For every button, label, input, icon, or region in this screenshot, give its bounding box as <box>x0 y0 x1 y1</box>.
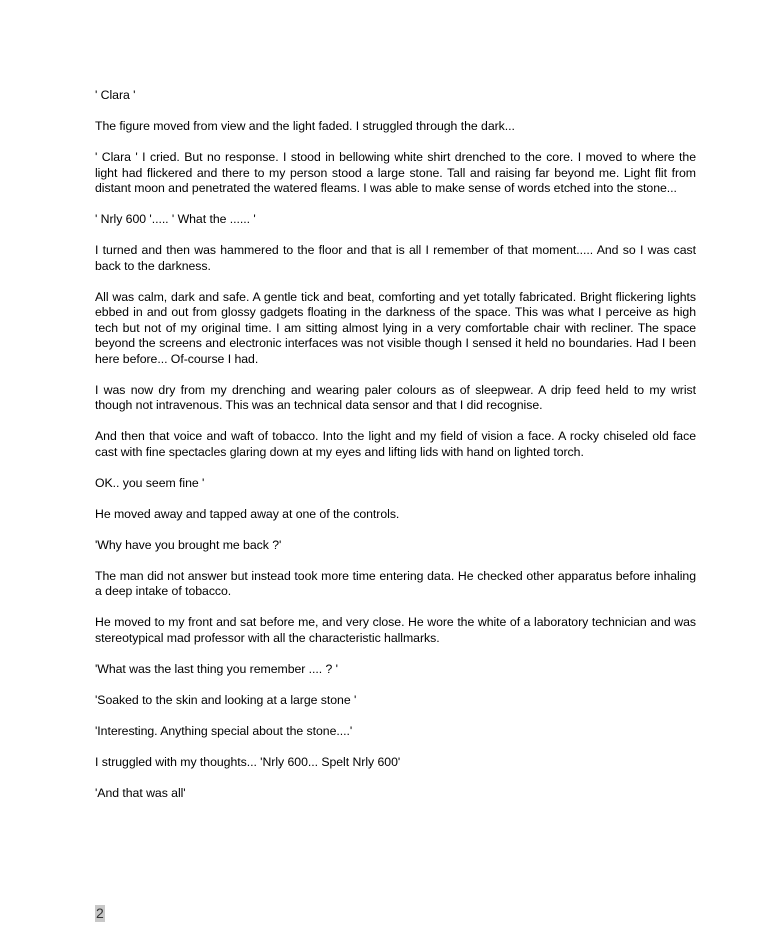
paragraph: He moved away and tapped away at one of the controls. <box>95 506 400 521</box>
paragraph: He moved to my front and sat before me, and very close. He wore the white of a laboratory technician and was stereotypical mad professor with all the characteristic hallmarks. <box>95 615 696 645</box>
paragraph: I was now dry from my drenching and wearing paler colours as of sleepwear. A drip feed held to my wrist though not intravenous. This was an technical data sensor and that I did recognise. <box>95 382 696 412</box>
paragraph: ' Clara ' I cried. But no response. I stood in bellowing white shirt drenched to the core. I moved to where the light had flickered and there to my person stood a large stone. Tall and raising far beyond me. Light flit from distant moon and penetrated the watered fleams. I was able to make sense of words etched into the stone... <box>95 150 696 195</box>
paragraph: The figure moved from view and the light faded. I struggled through the dark... <box>95 119 515 133</box>
document-body <box>95 88 696 817</box>
paragraph: All was calm, dark and safe. A gentle tick and beat, comforting and yet totally fabricated. Bright flickering lights ebbed in and out from glossy gadgets floating in the darkness of the space. This was what I perceive as high tech but not of my original time. I am sitting almost lying in a very comfortable chair with recliner. The space beyond the screens and electronic interfaces was not visible though I sensed it held no boundaries. Had I been here before... Of-course I had. <box>95 289 696 366</box>
paragraph: I turned and then was hammered to the floor and that is all I remember of that moment..... And so I was cast back to the darkness. <box>95 243 696 273</box>
paragraph: ' Nrly 600 '..... ' What the ...... ' <box>95 212 256 226</box>
paragraph: OK.. you seem fine ' <box>95 475 205 490</box>
paragraph: I struggled with my thoughts... 'Nrly 600... Spelt Nrly 600' <box>95 754 401 769</box>
paragraph: ' Clara ' <box>95 88 136 102</box>
paragraph: And then that voice and waft of tobacco. Into the light and my field of vision a face. A rocky chiseled old face cast with fine spectacles glaring down at my eyes and lifting lids with hand on lighted torch. <box>95 429 696 459</box>
paragraph: 'Soaked to the skin and looking at a large stone ' <box>95 692 357 707</box>
paragraph: 'What was the last thing you remember .... ? ' <box>95 661 338 676</box>
paragraph: 'Why have you brought me back ?' <box>95 537 282 552</box>
paragraph: The man did not answer but instead took more time entering data. He checked other apparatus before inhaling a deep intake of tobacco. <box>95 568 696 598</box>
paragraph: 'Interesting. Anything special about the stone....' <box>95 723 353 738</box>
page-number: 2 <box>96 905 104 921</box>
paragraph: 'And that was all' <box>95 785 186 800</box>
